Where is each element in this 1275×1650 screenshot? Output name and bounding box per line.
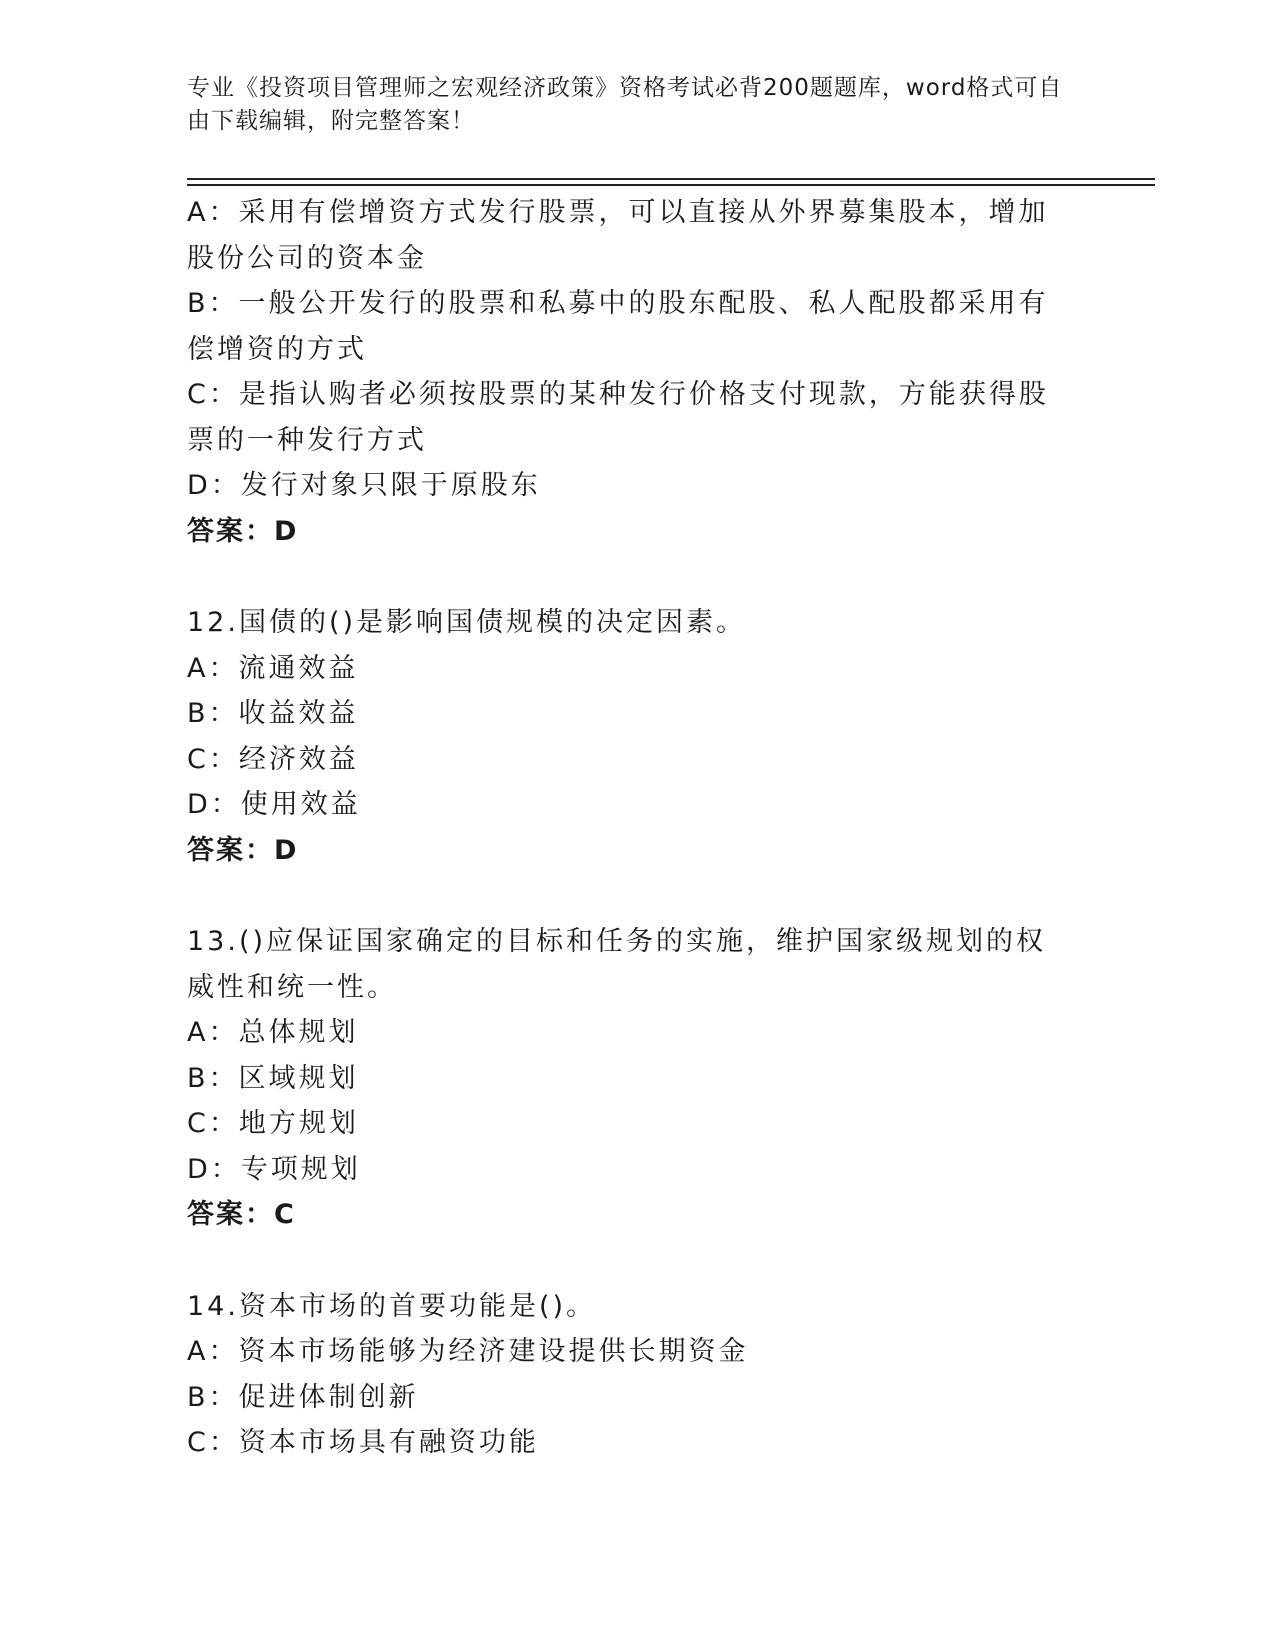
header-divider-bottom bbox=[187, 184, 1155, 186]
spacer bbox=[187, 554, 1067, 600]
answer: 答案：D bbox=[187, 834, 299, 866]
option-b: B：区域规划 bbox=[187, 1062, 359, 1094]
option-b: B：促进体制创新 bbox=[187, 1381, 419, 1413]
question-block-14 bbox=[187, 1284, 1067, 1466]
option-d: D：专项规划 bbox=[187, 1153, 361, 1185]
question-stem: 12.国债的()是影响国债规模的决定因素。 bbox=[187, 607, 747, 638]
spacer bbox=[187, 873, 1067, 919]
option-a: A：总体规划 bbox=[187, 1017, 359, 1048]
option-a: A：流通效益 bbox=[187, 652, 359, 684]
option-b: B：收益效益 bbox=[187, 698, 359, 729]
document-header: 专业《投资项目管理师之宏观经济政策》资格考试必背200题题库，word格式可自由下载编辑，附完整答案！ bbox=[187, 75, 1063, 134]
answer: 答案：D bbox=[187, 515, 299, 547]
question-content bbox=[187, 190, 1067, 1466]
option-b: B：一般公开发行的股票和私募中的股东配股、私人配股都采用有偿增资的方式 bbox=[187, 288, 1049, 365]
option-a: A：资本市场能够为经济建设提供长期资金 bbox=[187, 1336, 749, 1367]
header-divider-top bbox=[187, 178, 1155, 180]
question-stem: 13.()应保证国家确定的目标和任务的实施，维护国家级规划的权威性和统一性。 bbox=[187, 926, 1047, 1003]
option-c: C：地方规划 bbox=[187, 1108, 359, 1139]
answer: 答案：C bbox=[187, 1199, 296, 1230]
question-stem: 14.资本市场的首要功能是()。 bbox=[187, 1290, 597, 1322]
option-d: D：使用效益 bbox=[187, 789, 361, 820]
option-c: C：经济效益 bbox=[187, 743, 359, 775]
option-c: C：是指认购者必须按股票的某种发行价格支付现款，方能获得股票的一种发行方式 bbox=[187, 379, 1049, 456]
question-block-11 bbox=[187, 190, 1067, 554]
option-d: D：发行对象只限于原股东 bbox=[187, 470, 541, 501]
spacer bbox=[187, 1238, 1067, 1284]
question-block-13 bbox=[187, 919, 1067, 1238]
option-a: A：采用有偿增资方式发行股票，可以直接从外界募集股本，增加股份公司的资本金 bbox=[187, 197, 1049, 274]
option-c: C：资本市场具有融资功能 bbox=[187, 1427, 539, 1458]
question-block-12 bbox=[187, 600, 1067, 873]
